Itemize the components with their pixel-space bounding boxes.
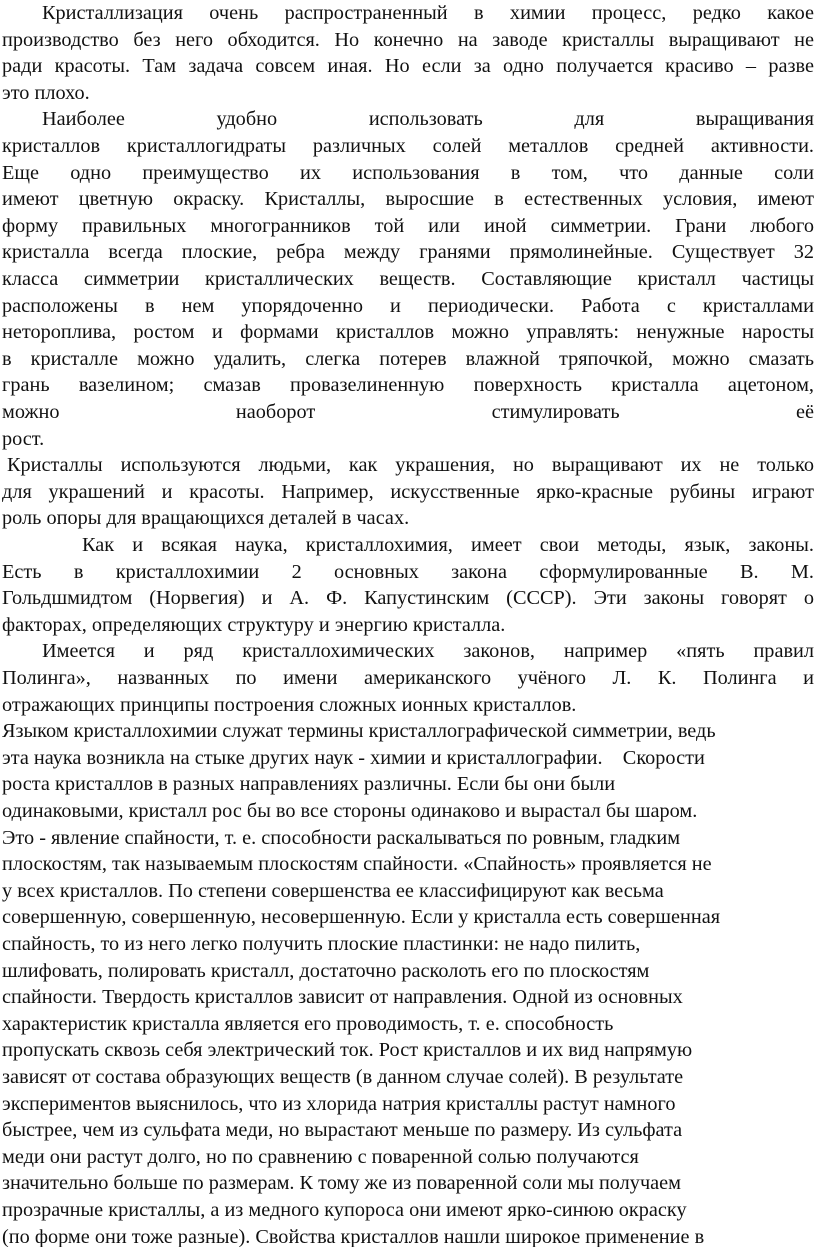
text-line: ради красоты. Там задача совсем иная. Но если за одно получается красиво – разве (2, 55, 814, 78)
text-line: пропускать сквозь себя электрический ток. Рост кристаллов и их вид напрямую (2, 1039, 693, 1062)
text-line: Еще одно преимущество их использования в том, что данные соли (2, 161, 814, 184)
text-line: нетороплива, ростом и формами кристаллов можно управлять: ненужные наросты (2, 321, 814, 344)
text-line: Есть в кристаллохимии 2 основных закона сформулированные В. М. (2, 560, 814, 583)
text-line: Кристаллы используются людьми, как украшения, но выращивают их не только (7, 454, 814, 477)
text-line: зависят от состава образующих веществ (в данном случае солей). В результате (2, 1066, 684, 1088)
text-line: Языком кристаллохимии служат термины кристаллографической симметрии, ведь (2, 720, 716, 743)
text-line: одинаковыми, кристалл рос бы во все стороны одинаково и вырастал бы шаром. (2, 800, 698, 822)
text-line: спайность, то из него легко получить плоские пластинки: не надо пилить, (2, 933, 641, 955)
text-line: имеют цветную окраску. Кристаллы, выросшие в естественных условия, имеют (2, 188, 814, 211)
text-line: у всех кристаллов. По степени совершенства ее классифицируют как весьма (2, 879, 664, 902)
text-line: отражающих принципы построения сложных ионных кристаллов. (2, 693, 577, 716)
text-line: эта наука возникла на стыке других наук - химии и кристаллографии. Скорости (2, 746, 705, 769)
text-line: это плохо. (2, 81, 90, 104)
text-line: Как и всякая наука, кристаллохимия, имеет свои методы, язык, законы. (82, 534, 814, 556)
text-line: расположены в нем упорядоченно и периодически. Работа с кристаллами (2, 294, 814, 317)
text-line: класса симметрии кристаллических веществ. Составляющие кристалл частицы (2, 268, 814, 290)
text-line: роста кристаллов в разных направлениях различны. Если бы они были (2, 773, 616, 796)
text-line: Это - явление спайности, т. е. способности раскалываться по ровным, гладким (2, 826, 681, 849)
text-line: факторах, определяющих структуру и энергию кристалла. (2, 613, 506, 636)
text-line: рост. (2, 427, 45, 450)
text-line: Полинга», названных по имени американского учёного Л. К. Полинга и (2, 667, 814, 689)
text-line: совершенную, совершенную, несовершенную. Если у кристалла есть совершенная (2, 906, 721, 929)
text-line: экспериментов выяснилось, что из хлорида натрия кристаллы растут намного (2, 1092, 676, 1115)
text-line: (по форме они тоже разные). Свойства кристаллов нашли широкое применение в (2, 1225, 705, 1247)
text-line: Наиболее удобно использовать для выращивания (42, 108, 814, 131)
text-line: производство без него обходится. Но конечно на заводе кристаллы выращивают не (2, 28, 814, 51)
text-line: Имеется и ряд кристаллохимических законов, например «пять правил (42, 640, 814, 663)
text-line: роль опоры для вращающихся деталей в часах. (2, 507, 410, 530)
text-line: быстрее, чем из сульфата меди, но вырастают меньше по размеру. Из сульфата (2, 1119, 683, 1142)
text-line: Кристаллизация очень распространенный в химии процесс, редко какое (42, 2, 814, 24)
text-line: кристаллов кристаллогидраты различных солей металлов средней активности. (2, 135, 814, 157)
text-line: характеристик кристалла является его проводимость, т. е. способность (2, 1012, 614, 1035)
text-line: прозрачные кристаллы, а из медного купороса они имеют ярко-синюю окраску (2, 1199, 687, 1221)
text-line: грань вазелином; смазав провазелиненную поверхность кристалла ацетоном, (2, 374, 814, 397)
text-line: шлифовать, полировать кристалл, достаточно расколоть его по плоскостям (2, 959, 650, 982)
text-line: Гольдшмидтом (Норвегия) и А. Ф. Капустинским (СССР). Эти законы говорят о (2, 587, 814, 610)
text-line: в кристалле можно удалить, слегка потерев влажной тряпочкой, можно смазать (2, 347, 814, 370)
text-line: плоскостям, так называемым плоскостям спайности. «Спайность» проявляется не (2, 853, 712, 876)
text-line: можно наоборот стимулировать её (2, 401, 814, 423)
text-line: форму правильных многогранников той или иной симметрии. Грани любого (2, 214, 814, 237)
text-line: меди они растут долго, но по сравнению с поваренной солью получаются (2, 1145, 639, 1168)
text-line: для украшений и красоты. Например, искусственные ярко-красные рубины играют (2, 480, 814, 503)
text-line: кристалла всегда плоские, ребра между гранями прямолинейные. Существует 32 (2, 241, 814, 264)
text-line: значительно больше по размерам. К тому же из поваренной соли мы получаем (2, 1172, 681, 1195)
text-line: спайности. Твердость кристаллов зависит от направления. Одной из основных (2, 986, 683, 1009)
